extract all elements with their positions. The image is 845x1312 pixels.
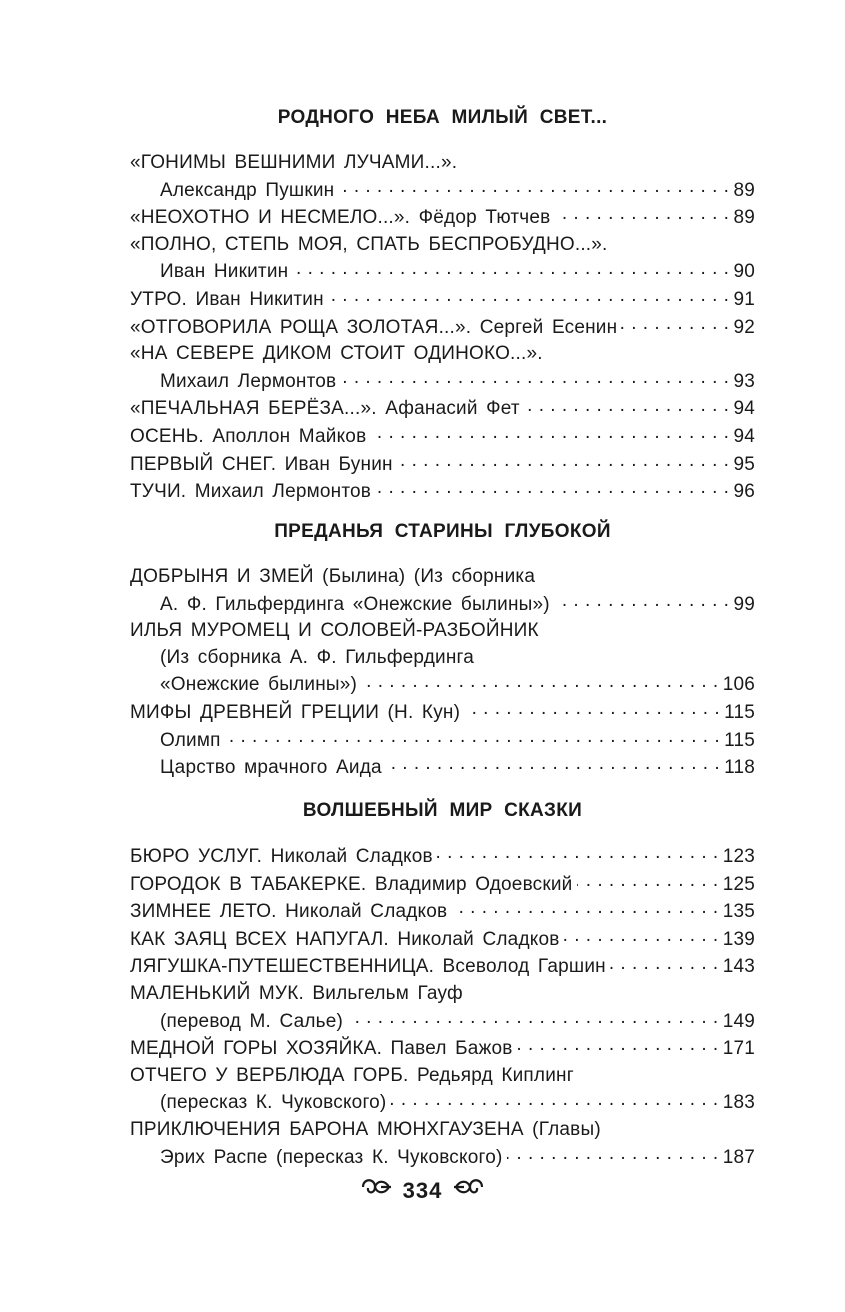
dot-leader	[386, 754, 720, 773]
toc-entry[interactable]	[130, 981, 755, 1035]
toc-entry-line	[130, 204, 755, 232]
toc-entry[interactable]	[130, 898, 755, 926]
toc-section-native-sky	[130, 106, 755, 506]
toc-entry-text: МИФЫ ДРЕВНЕЙ ГРЕЦИИ (Н. Кун)	[130, 701, 461, 723]
toc-entry-text: Олимп	[160, 729, 221, 751]
toc-page-number: 93	[733, 370, 755, 392]
toc-entry-line	[130, 232, 755, 259]
toc-entry-text: (Из сборника А. Ф. Гильфердинга	[160, 646, 475, 668]
toc-entry[interactable]	[130, 314, 755, 342]
toc-entry-text: ГОРОДОК В ТАБАКЕРКЕ. Владимир Одоевский	[130, 873, 573, 895]
dot-leader	[554, 204, 729, 223]
toc-entry-text: ПЕРВЫЙ СНЕГ. Иван Бунин	[130, 453, 393, 475]
toc-page-number: 125	[722, 873, 755, 895]
toc-page-number: 115	[724, 729, 755, 751]
toc-entry-text: «ПЕЧАЛЬНАЯ БЕРЁЗА...». Афанасий Фет	[130, 398, 520, 420]
toc-entry-text: «Онежские былины»)	[160, 674, 358, 696]
dot-leader	[292, 258, 729, 277]
toc-entry-text: ИЛЬЯ МУРОМЕЦ И СОЛОВЕЙ-РАЗБОЙНИК	[130, 620, 539, 642]
toc-entry-line	[130, 1089, 755, 1117]
toc-entry-text: МЕДНОЙ ГОРЫ ХОЗЯЙКА. Павел Бажов	[130, 1038, 513, 1060]
toc-entry[interactable]	[130, 395, 755, 423]
toc-entry-text: ЛЯГУШКА-ПУТЕШЕСТВЕННИЦА. Всеволод Гаршин	[130, 956, 606, 978]
toc-page-number: 91	[733, 288, 755, 310]
dot-leader	[577, 871, 719, 890]
toc-page-number: 171	[722, 1038, 755, 1060]
dot-leader	[610, 953, 719, 972]
section-title: РОДНОГО НЕБА МИЛЫЙ СВЕТ...	[277, 107, 608, 128]
toc-entry[interactable]	[130, 232, 755, 286]
toc-entry-text: Царство мрачного Аида	[160, 757, 382, 779]
toc-entry[interactable]	[130, 926, 755, 954]
toc-entry[interactable]	[130, 871, 755, 899]
toc-entry[interactable]	[130, 286, 755, 314]
toc-entry-text: МАЛЕНЬКИЙ МУК. Вильгельм Гауф	[130, 982, 463, 1004]
toc-entry[interactable]	[130, 953, 755, 981]
toc-page-number: 95	[733, 453, 755, 475]
toc-section-old-legends	[130, 520, 755, 782]
toc-entry-line	[130, 1117, 755, 1144]
toc-page-number: 106	[722, 674, 755, 696]
dot-leader	[361, 671, 719, 690]
toc-entry-line	[130, 926, 755, 954]
toc-entry-line	[130, 645, 755, 672]
toc-entry-line	[130, 591, 755, 619]
toc-entry[interactable]	[130, 754, 755, 782]
left-ornament-icon	[359, 1174, 393, 1208]
toc-entry-line	[130, 1063, 755, 1090]
toc-entry-line	[130, 177, 755, 205]
toc-entry-line	[130, 981, 755, 1008]
toc-entry[interactable]	[130, 727, 755, 755]
dot-leader	[464, 699, 720, 718]
dot-leader	[375, 478, 729, 497]
dot-leader	[338, 177, 729, 196]
toc-page-number: 118	[724, 757, 755, 779]
toc-entry-line	[130, 871, 755, 899]
toc-entry-line	[130, 341, 755, 368]
toc-page-number: 143	[722, 956, 755, 978]
toc-entry-line	[130, 423, 755, 451]
toc-entry[interactable]	[130, 423, 755, 451]
toc-entry[interactable]	[130, 478, 755, 506]
toc-entry-line	[130, 1008, 755, 1036]
toc-entry-text: Иван Никитин	[160, 261, 289, 283]
toc-entry[interactable]	[130, 843, 755, 871]
toc-entry[interactable]	[130, 204, 755, 232]
right-ornament-icon	[452, 1174, 486, 1208]
toc-entry-line	[130, 395, 755, 423]
toc-entry[interactable]	[130, 1035, 755, 1063]
dot-leader	[370, 423, 729, 442]
toc-entry-line	[130, 898, 755, 926]
toc-entry-line	[130, 451, 755, 479]
toc-entry-line	[130, 618, 755, 645]
toc-entry-text: ТУЧИ. Михаил Лермонтов	[130, 481, 372, 503]
toc-entry-text: Михаил Лермонтов	[160, 370, 337, 392]
toc-section-magic-world	[130, 799, 755, 1171]
dot-leader	[517, 1035, 719, 1054]
dot-leader	[225, 727, 720, 746]
toc-entry-line	[130, 843, 755, 871]
dot-leader	[451, 898, 718, 917]
toc-entry[interactable]	[130, 564, 755, 618]
dot-leader	[507, 1144, 719, 1163]
dot-leader	[437, 843, 719, 862]
toc-page-number: 89	[733, 207, 755, 229]
toc-entry-text: КАК ЗАЯЦ ВСЕХ НАПУГАЛ. Николай Сладков	[130, 928, 560, 950]
toc-page-number: 139	[722, 928, 755, 950]
dot-leader	[524, 395, 730, 414]
toc-entry-line	[130, 953, 755, 981]
toc-entry-text: ОТЧЕГО У ВЕРБЛЮДА ГОРБ. Редьярд Киплинг	[130, 1064, 574, 1086]
toc-entry-text: (пересказ К. Чуковского)	[160, 1092, 387, 1114]
toc-entry-line	[130, 727, 755, 755]
toc-page-number: 94	[733, 425, 755, 447]
page-number: 334	[402, 1178, 443, 1203]
toc-entry-line	[130, 258, 755, 286]
toc-entry[interactable]	[130, 618, 755, 699]
toc-page-number: 90	[733, 261, 755, 283]
toc-entry-line	[130, 478, 755, 506]
toc-page-number: 123	[722, 846, 755, 867]
toc-entry-text: «ОТГОВОРИЛА РОЩА ЗОЛОТАЯ...». Сергей Есенин	[130, 316, 618, 338]
toc-entry-text: Эрих Распе (пересказ К. Чуковского)	[160, 1146, 503, 1168]
toc-entry-text: «ПОЛНО, СТЕПЬ МОЯ, СПАТЬ БЕСПРОБУДНО...».	[130, 233, 608, 255]
toc-entry-text: ПРИКЛЮЧЕНИЯ БАРОНА МЮНХГАУЗЕНА (Главы)	[130, 1118, 601, 1140]
toc-entry-text: «НА СЕВЕРЕ ДИКОМ СТОИТ ОДИНОКО...».	[130, 343, 543, 365]
toc-entry-text: ОСЕНЬ. Аполлон Майков	[130, 425, 367, 447]
toc-page-number: 149	[722, 1010, 755, 1032]
toc-entry-line	[130, 368, 755, 396]
toc-entry-text: БЮРО УСЛУГ. Николай Сладков	[130, 846, 433, 867]
toc-page-number: 183	[722, 1092, 755, 1114]
toc-entry-text: ЗИМНЕЕ ЛЕТО. Николай Сладков	[130, 901, 448, 923]
toc-entry[interactable]	[130, 341, 755, 395]
dot-leader	[621, 314, 729, 333]
dot-leader	[390, 1089, 718, 1108]
toc-entry-line	[130, 754, 755, 782]
toc-entry-line	[130, 1035, 755, 1063]
dot-leader	[554, 591, 730, 610]
dot-leader	[397, 451, 730, 470]
toc-entry-line	[130, 671, 755, 699]
dot-leader	[564, 926, 719, 945]
toc-entry-text: А. Ф. Гильфердинга «Онежские былины»)	[160, 593, 550, 615]
toc-entry-line	[130, 1144, 755, 1172]
page-number-folio	[0, 1174, 845, 1208]
toc-page-number: 115	[724, 701, 755, 723]
dot-leader	[347, 1008, 719, 1027]
dot-leader	[328, 286, 730, 305]
toc-page-number: 187	[722, 1146, 755, 1168]
toc-entry[interactable]	[130, 1063, 755, 1117]
toc-entry-line	[130, 699, 755, 727]
toc-entry-text: «ГОНИМЫ ВЕШНИМИ ЛУЧАМИ...».	[130, 152, 458, 173]
toc-entry[interactable]	[130, 1117, 755, 1171]
toc-page-number: 99	[733, 593, 755, 615]
toc-entry[interactable]	[130, 699, 755, 727]
toc-entry-text: ДОБРЫНЯ И ЗМЕЙ (Былина) (Из сборника	[130, 566, 536, 587]
toc-entry[interactable]	[130, 150, 755, 204]
toc-page-number: 89	[733, 179, 755, 201]
toc-page-number: 96	[733, 481, 755, 503]
section-title: ПРЕДАНЬЯ СТАРИНЫ ГЛУБОКОЙ	[274, 521, 611, 542]
dot-leader	[340, 368, 729, 387]
toc-entry-text: Александр Пушкин	[160, 179, 335, 201]
toc-page-number: 94	[733, 398, 755, 420]
toc-page-number: 135	[722, 901, 755, 923]
toc-entry[interactable]	[130, 451, 755, 479]
toc-entry-text: «НЕОХОТНО И НЕСМЕЛО...». Фёдор Тютчев	[130, 207, 551, 229]
section-title: ВОЛШЕБНЫЙ МИР СКАЗКИ	[302, 800, 583, 821]
toc-entry-text: УТРО. Иван Никитин	[130, 288, 324, 310]
toc-entry-line	[130, 286, 755, 314]
toc-page-number: 92	[733, 316, 755, 338]
toc-entry-line	[130, 150, 755, 177]
toc-entry-line	[130, 564, 755, 591]
toc-entry-text: (перевод М. Салье)	[160, 1010, 344, 1032]
toc-entry-line	[130, 314, 755, 342]
